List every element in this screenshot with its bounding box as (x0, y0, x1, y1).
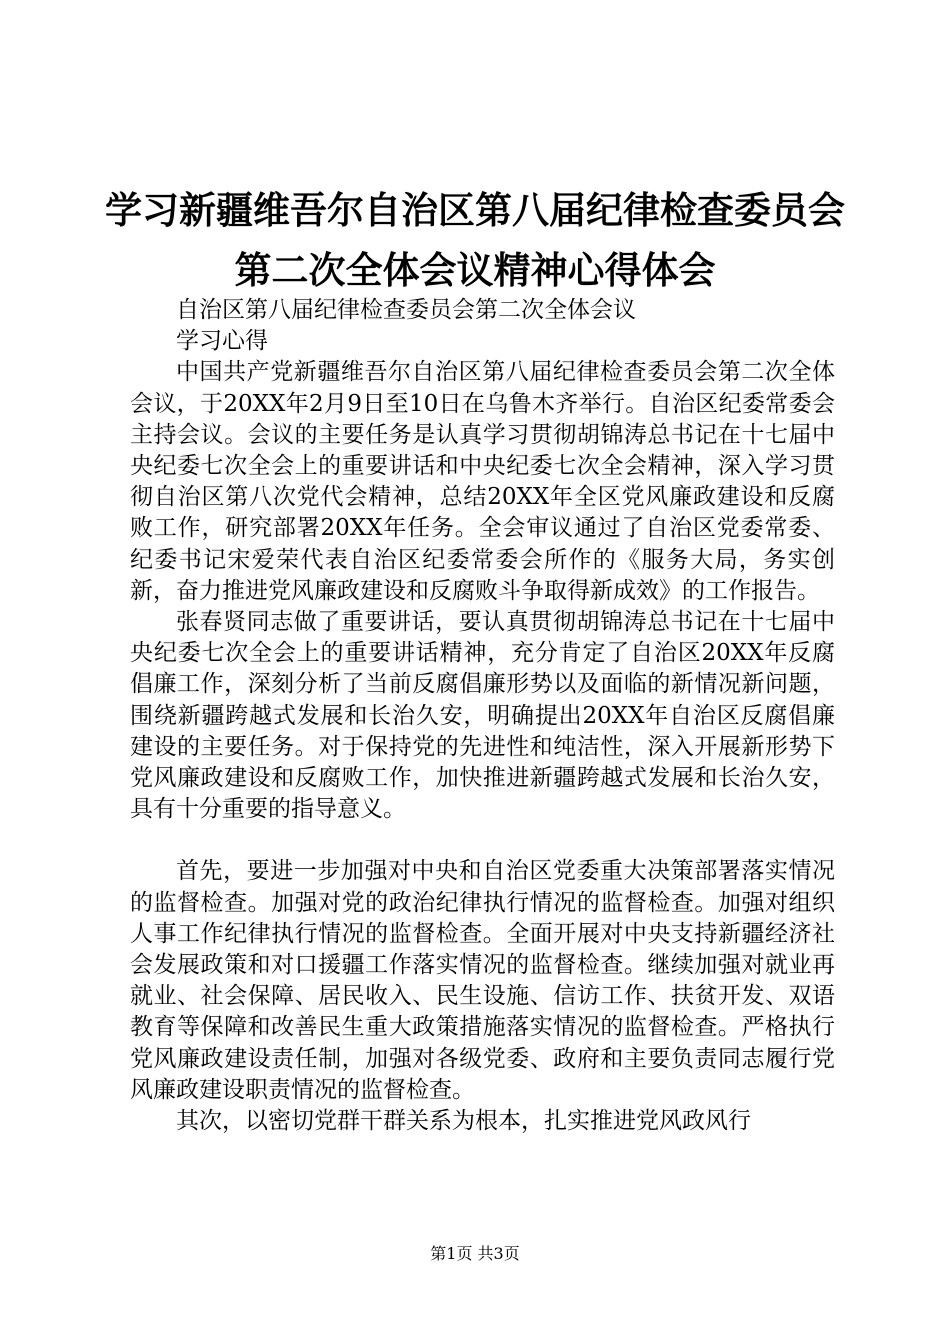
page-number-footer: 第1页 共3页 (430, 1244, 520, 1263)
document-body (130, 295, 835, 1137)
document-title-line-2: 第二次全体会议精神心得体会 (234, 248, 716, 292)
body-paragraph: 张春贤同志做了重要讲话，要认真贯彻胡锦涛总书记在十七届中央纪委七次全会上的重要讲话精神，充分肯定了自治区20XX年反腐倡廉工作，深刻分析了当前反腐倡廉形势以及面临的新情况新问题，围绕新疆跨越式发展和长治久安，明确提出20XX年自治区反腐倡廉建设的主要任务。对于保持党的先进性和纯洁性，深入开展新形势下党风廉政建设和反腐败工作，加快推进新疆跨越式发展和长治久安，具有十分重要的指导意义。 (130, 609, 835, 823)
body-paragraph: 首先，要进一步加强对中央和自治区党委重大决策部署落实情况的监督检查。加强对党的政治纪律执行情况的监督检查。加强对组织人事工作纪律执行情况的监督检查。全面开展对中央支持新疆经济社会发展政策和对口援疆工作落实情况的监督检查。继续加强对就业再就业、社会保障、居民收入、民生设施、信访工作、扶贫开发、双语教育等保障和改善民生重大政策措施落实情况的监督检查。严格执行党风廉政建设责任制，加强对各级党委、政府和主要负责同志履行党风廉政建设职责情况的监督检查。 (130, 858, 835, 1103)
body-paragraph: 其次，以密切党群干群关系为根本，扎实推进党风政风行 (176, 1108, 751, 1135)
document-title-line-1: 学习新疆维吾尔自治区第八届纪律检查委员会 (105, 188, 845, 232)
body-paragraph-subtitle-2: 学习心得 (176, 328, 268, 355)
body-paragraph-subtitle: 自治区第八届纪律检查委员会第二次全体会议 (176, 297, 636, 323)
body-paragraph: 中国共产党新疆维吾尔自治区第八届纪律检查委员会第二次全体会议，于20XX年2月9日至10日在乌鲁木齐举行。自治区纪委常委会主持会议。会议的主要任务是认真学习贯彻胡锦涛总书记在十七届中央纪委七次全会上的重要讲话和中央纪委七次全会精神，深入学习贯彻自治区第八次党代会精神，总结20XX年全区党风廉政建设和反腐败工作，研究部署20XX年任务。全会审议通过了自治区党委常委、纪委书记宋爱荣代表自治区纪委常委会所作的《服务大局，务实创新，奋力推进党风廉政建设和反腐败斗争取得新成效》的工作报告。 (130, 359, 835, 604)
